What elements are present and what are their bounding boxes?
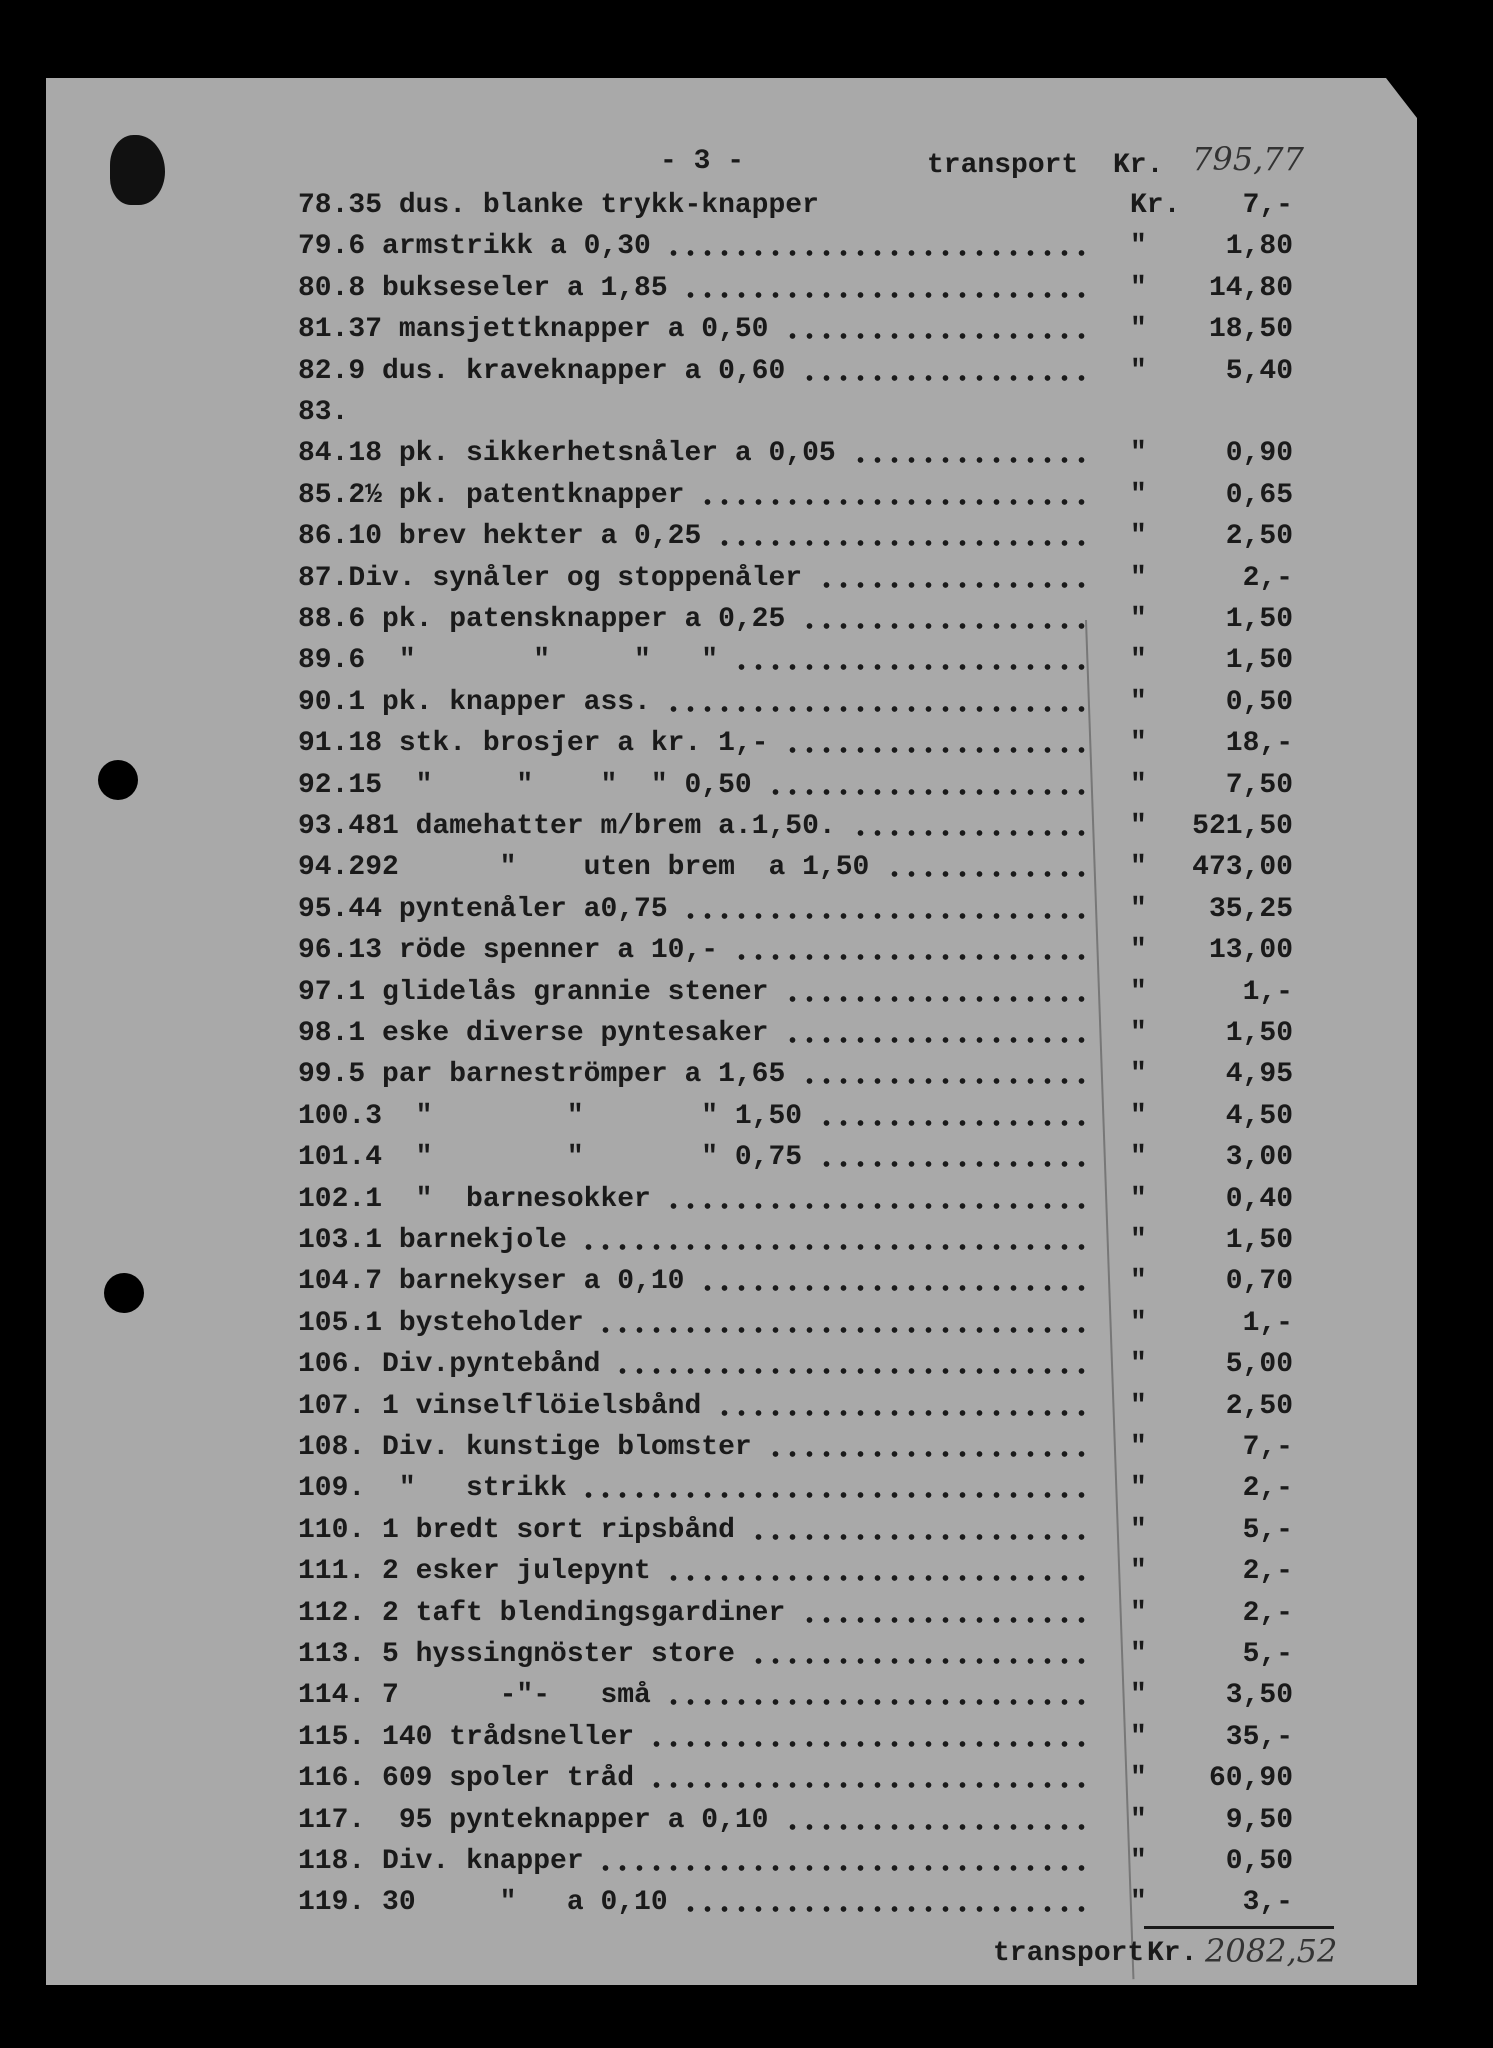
item-description: 105.1 bysteholder	[298, 1307, 584, 1339]
item-description: 118. Div. knapper	[298, 1846, 584, 1877]
ledger-row	[298, 643, 1298, 677]
currency-label: Kr.	[1113, 150, 1164, 181]
dot-leader	[665, 705, 1090, 713]
item-amount: 3,50	[1225, 1680, 1293, 1712]
dot-leader	[598, 1864, 1090, 1872]
dot-leader	[749, 1657, 1090, 1665]
item-amount: 2,-	[1242, 1556, 1293, 1588]
dot-leader	[698, 1284, 1090, 1292]
dot-leader	[648, 1740, 1090, 1748]
currency-ditto: "	[1130, 1556, 1147, 1588]
item-description: 109. " strikk	[298, 1473, 567, 1505]
currency-ditto: Kr.	[1130, 190, 1181, 221]
item-amount: 5,-	[1242, 1639, 1293, 1670]
dot-leader	[883, 870, 1090, 878]
item-amount: 4,95	[1225, 1059, 1293, 1091]
item-description: 95.44 pyntenåler a0,75	[298, 893, 668, 925]
dot-leader	[782, 746, 1090, 754]
item-amount: 1,50	[1225, 1018, 1293, 1049]
ledger-row	[298, 1016, 1298, 1050]
currency-ditto: "	[1130, 1763, 1147, 1795]
currency-ditto: "	[1130, 1266, 1147, 1298]
item-amount: 1,50	[1225, 604, 1293, 635]
item-description: 98.1 eske diverse pyntesaker	[298, 1018, 769, 1049]
currency-ditto: "	[1130, 1225, 1147, 1256]
item-description: 91.18 stk. brosjer a kr. 1,-	[298, 728, 769, 760]
item-amount: 3,-	[1242, 1887, 1293, 1919]
item-description: 117. 95 pynteknapper a 0,10	[298, 1804, 769, 1836]
dot-leader	[782, 1823, 1090, 1831]
item-description: 89.6 " " " "	[298, 645, 719, 677]
dot-leader	[665, 249, 1090, 257]
item-description: 108. Div. kunstige blomster	[298, 1432, 752, 1463]
item-amount: 60,90	[1208, 1763, 1293, 1795]
item-amount: 473,00	[1192, 852, 1293, 884]
currency-ditto: "	[1130, 479, 1147, 511]
ledger-row	[298, 1885, 1298, 1919]
dot-leader	[598, 1326, 1090, 1334]
item-description: 85.2½ pk. patentknapper	[298, 479, 685, 511]
item-description: 103.1 barnekjole	[298, 1225, 567, 1256]
ledger-row	[298, 1223, 1298, 1257]
ledger-row	[298, 312, 1298, 346]
item-description: 93.481 damehatter m/brem a.1,50.	[298, 811, 836, 842]
dot-leader	[799, 1616, 1090, 1624]
dot-leader	[665, 1698, 1090, 1706]
item-amount: 5,40	[1225, 355, 1293, 387]
ledger-row	[298, 1637, 1298, 1671]
item-description: 112. 2 taft blendingsgardiner	[298, 1597, 786, 1629]
currency-ditto: "	[1130, 1059, 1147, 1091]
dot-leader	[682, 1905, 1090, 1913]
ledger-row	[298, 1678, 1298, 1712]
ledger-row	[298, 1389, 1298, 1423]
item-description: 116. 609 spoler tråd	[298, 1763, 635, 1795]
item-amount: 0,40	[1225, 1183, 1293, 1215]
item-amount: 0,50	[1225, 686, 1293, 718]
ledger-row	[298, 1140, 1298, 1174]
dot-leader	[749, 1533, 1090, 1541]
item-amount: 0,70	[1225, 1266, 1293, 1298]
currency-ditto: "	[1130, 1804, 1147, 1836]
currency-ditto: "	[1130, 1846, 1147, 1877]
currency-ditto: "	[1130, 1514, 1147, 1546]
footer-currency-label: Kr.	[1147, 1938, 1198, 1969]
footer-transport-label: transport	[993, 1938, 1145, 1969]
item-description: 92.15 " " " " 0,50	[298, 769, 752, 801]
item-amount: 1,50	[1225, 1225, 1293, 1256]
item-description: 81.37 mansjettknapper a 0,50	[298, 314, 769, 346]
dot-leader	[782, 1036, 1090, 1044]
currency-ditto: "	[1130, 645, 1147, 677]
dot-leader	[665, 1574, 1090, 1582]
currency-ditto: "	[1130, 1390, 1147, 1422]
handwritten-carried-in: 795,77	[1192, 140, 1304, 178]
item-description: 94.292 " uten brem a 1,50	[298, 852, 870, 884]
dot-leader	[799, 1077, 1090, 1085]
item-amount: 13,00	[1208, 935, 1293, 967]
currency-ditto: "	[1130, 1432, 1147, 1463]
currency-ditto: "	[1130, 852, 1147, 884]
currency-ditto: "	[1130, 438, 1147, 470]
dot-leader	[816, 1160, 1090, 1168]
dot-leader	[850, 829, 1090, 837]
dot-leader	[816, 1119, 1090, 1127]
currency-ditto: "	[1130, 976, 1147, 1008]
item-amount: 9,50	[1225, 1804, 1293, 1836]
currency-ditto: "	[1130, 893, 1147, 925]
ledger-row	[298, 1596, 1298, 1630]
item-amount: 7,-	[1242, 190, 1293, 221]
ink-stain	[110, 135, 165, 205]
item-description: 100.3 " " " 1,50	[298, 1100, 803, 1132]
dot-leader	[816, 581, 1090, 589]
ledger-row	[298, 1430, 1298, 1464]
currency-ditto: "	[1130, 1597, 1147, 1629]
currency-ditto: "	[1130, 728, 1147, 760]
item-description: 84.18 pk. sikkerhetsnåler a 0,05	[298, 438, 836, 470]
dot-leader	[648, 1781, 1090, 1789]
item-description: 104.7 barnekyser a 0,10	[298, 1266, 685, 1298]
currency-ditto: "	[1130, 231, 1147, 263]
currency-ditto: "	[1130, 686, 1147, 718]
ledger-row	[298, 1347, 1298, 1381]
item-description: 115. 140 trådsneller	[298, 1721, 635, 1753]
dot-leader	[732, 663, 1090, 671]
currency-ditto: "	[1130, 1473, 1147, 1505]
dot-leader	[850, 456, 1090, 464]
item-amount: 0,50	[1225, 1846, 1293, 1877]
ledger-row	[298, 1844, 1298, 1878]
item-description: 88.6 pk. patensknapper a 0,25	[298, 604, 786, 635]
dot-leader	[715, 539, 1090, 547]
dot-leader	[581, 1491, 1090, 1499]
ledger-row	[298, 395, 1298, 429]
item-amount: 5,00	[1225, 1349, 1293, 1381]
dot-leader	[732, 953, 1090, 961]
item-description: 107. 1 vinselflöielsbånd	[298, 1390, 702, 1422]
currency-ditto: "	[1130, 1349, 1147, 1381]
item-description: 119. 30 " a 0,10	[298, 1887, 668, 1919]
currency-ditto: "	[1130, 1680, 1147, 1712]
currency-ditto: "	[1130, 1639, 1147, 1670]
item-description: 83.	[298, 397, 349, 428]
ledger-row	[298, 975, 1298, 1009]
ledger-row	[298, 809, 1298, 843]
item-description: 101.4 " " " 0,75	[298, 1142, 803, 1174]
item-description: 82.9 dus. kraveknapper a 0,60	[298, 355, 786, 387]
currency-ditto: "	[1130, 272, 1147, 304]
dot-leader	[581, 1243, 1090, 1251]
page-number: - 3 -	[660, 146, 745, 177]
item-amount: 7,-	[1242, 1432, 1293, 1463]
item-amount: 35,-	[1225, 1721, 1293, 1753]
dot-leader	[682, 291, 1090, 299]
punch-hole	[104, 1273, 144, 1313]
ledger-row	[298, 354, 1298, 388]
item-amount: 1,50	[1225, 645, 1293, 677]
ledger-row	[298, 1761, 1298, 1795]
item-description: 113. 5 hyssingnöster store	[298, 1639, 735, 1670]
currency-ditto: "	[1130, 1307, 1147, 1339]
item-description: 87.Div. synåler og stoppenåler	[298, 562, 803, 594]
item-description: 86.10 brev hekter a 0,25	[298, 521, 702, 553]
item-amount: 1,80	[1225, 231, 1293, 263]
ledger-row	[298, 933, 1298, 967]
item-description: 90.1 pk. knapper ass.	[298, 686, 651, 718]
transport-label: transport	[927, 150, 1079, 181]
ledger-row	[298, 1471, 1298, 1505]
item-amount: 2,-	[1242, 562, 1293, 594]
ledger-row	[298, 1554, 1298, 1588]
dot-leader	[614, 1367, 1090, 1375]
item-description: 99.5 par barneströmper a 1,65	[298, 1059, 786, 1091]
ledger-row	[298, 561, 1298, 595]
handwritten-carried-out: 2082,52	[1205, 1932, 1338, 1970]
ledger-row	[298, 1099, 1298, 1133]
item-description: 78.35 dus. blanke trykk-knapper	[298, 190, 819, 221]
item-description: 96.13 röde spenner a 10,-	[298, 935, 719, 967]
currency-ditto: "	[1130, 1887, 1147, 1919]
currency-ditto: "	[1130, 1721, 1147, 1753]
item-amount: 1,-	[1242, 1307, 1293, 1339]
item-amount: 2,-	[1242, 1473, 1293, 1505]
currency-ditto: "	[1130, 355, 1147, 387]
ledger-row	[298, 1803, 1298, 1837]
item-amount: 35,25	[1208, 893, 1293, 925]
item-amount: 18,-	[1225, 728, 1293, 760]
ledger-row	[298, 768, 1298, 802]
currency-ditto: "	[1130, 1018, 1147, 1049]
currency-ditto: "	[1130, 604, 1147, 635]
dot-leader	[698, 498, 1090, 506]
ledger-row	[298, 271, 1298, 305]
dot-leader	[799, 374, 1090, 382]
item-description: 102.1 " barnesokker	[298, 1183, 651, 1215]
item-amount: 2,50	[1225, 1390, 1293, 1422]
currency-ditto: "	[1130, 521, 1147, 553]
item-description: 114. 7 -"- små	[298, 1680, 651, 1712]
dot-leader	[766, 788, 1090, 796]
ledger-row	[298, 1306, 1298, 1340]
ledger-row	[298, 850, 1298, 884]
currency-ditto: "	[1130, 562, 1147, 594]
item-amount: 2,50	[1225, 521, 1293, 553]
currency-ditto: "	[1130, 1183, 1147, 1215]
dot-leader	[665, 1202, 1090, 1210]
ledger-row	[298, 188, 1298, 222]
ledger-row	[298, 1057, 1298, 1091]
item-description: 106. Div.pyntebånd	[298, 1349, 601, 1381]
dot-leader	[799, 622, 1090, 630]
item-description: 97.1 glidelås grannie stener	[298, 976, 769, 1008]
dot-leader	[782, 332, 1090, 340]
currency-ditto: "	[1130, 935, 1147, 967]
ledger-row	[298, 1513, 1298, 1547]
ledger-row	[298, 602, 1298, 636]
item-amount: 0,65	[1225, 479, 1293, 511]
item-amount: 3,00	[1225, 1142, 1293, 1174]
item-amount: 4,50	[1225, 1100, 1293, 1132]
item-amount: 521,50	[1192, 811, 1293, 842]
dot-leader	[782, 995, 1090, 1003]
item-amount: 18,50	[1208, 314, 1293, 346]
punch-hole	[98, 760, 138, 800]
ledger-row	[298, 685, 1298, 719]
item-amount: 7,50	[1225, 769, 1293, 801]
ledger-row	[298, 478, 1298, 512]
ledger-row	[298, 519, 1298, 553]
ledger-row	[298, 229, 1298, 263]
item-description: 110. 1 bredt sort ripsbånd	[298, 1514, 735, 1546]
item-amount: 1,-	[1242, 976, 1293, 1008]
item-description: 80.8 bukseseler a 1,85	[298, 272, 668, 304]
item-amount: 2,-	[1242, 1597, 1293, 1629]
item-amount: 0,90	[1225, 438, 1293, 470]
ledger-row	[298, 726, 1298, 760]
item-description: 79.6 armstrikk a 0,30	[298, 231, 651, 263]
currency-ditto: "	[1130, 769, 1147, 801]
ledger-row	[298, 1182, 1298, 1216]
ledger-row	[298, 436, 1298, 470]
currency-ditto: "	[1130, 1142, 1147, 1174]
currency-ditto: "	[1130, 1100, 1147, 1132]
ledger-row	[298, 892, 1298, 926]
currency-ditto: "	[1130, 314, 1147, 346]
item-amount: 5,-	[1242, 1514, 1293, 1546]
item-amount: 14,80	[1208, 272, 1293, 304]
item-description: 111. 2 esker julepynt	[298, 1556, 651, 1588]
ledger-row	[298, 1264, 1298, 1298]
currency-ditto: "	[1130, 811, 1147, 842]
dot-leader	[682, 912, 1090, 920]
dot-leader	[766, 1450, 1090, 1458]
sum-underline	[1144, 1926, 1334, 1929]
dot-leader	[715, 1409, 1090, 1417]
ledger-row	[298, 1720, 1298, 1754]
